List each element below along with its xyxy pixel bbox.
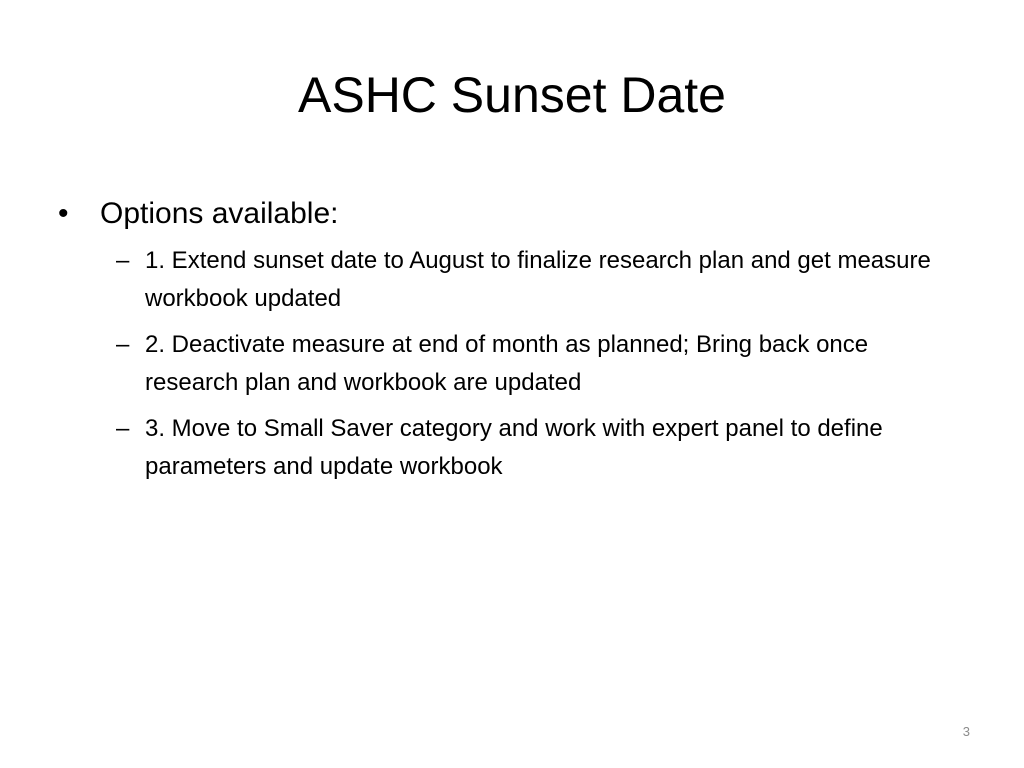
slide-content bbox=[58, 192, 978, 494]
bullet-icon: • bbox=[58, 197, 69, 230]
sub-bullet-text: 2. Deactivate measure at end of month as planned; Bring back once research plan and workbook are updated bbox=[145, 331, 869, 396]
sub-bullet-item bbox=[58, 326, 965, 402]
sub-bullet-text: 1. Extend sunset date to August to finalize research plan and get measure workbook updated bbox=[145, 247, 931, 312]
slide-title: ASHC Sunset Date bbox=[298, 67, 726, 123]
sub-bullet-text: 3. Move to Small Saver category and work with expert panel to define parameters and update workbook bbox=[145, 415, 883, 480]
dash-icon: – bbox=[116, 415, 130, 442]
sub-bullet-list bbox=[58, 242, 978, 486]
sub-bullet-item bbox=[58, 410, 965, 486]
dash-icon: – bbox=[116, 331, 130, 358]
bullet-item bbox=[58, 192, 978, 236]
page-number: 3 bbox=[962, 724, 970, 739]
sub-bullet-item bbox=[58, 242, 965, 318]
dash-icon: – bbox=[116, 247, 130, 274]
bullet-text: Options available: bbox=[100, 197, 339, 230]
